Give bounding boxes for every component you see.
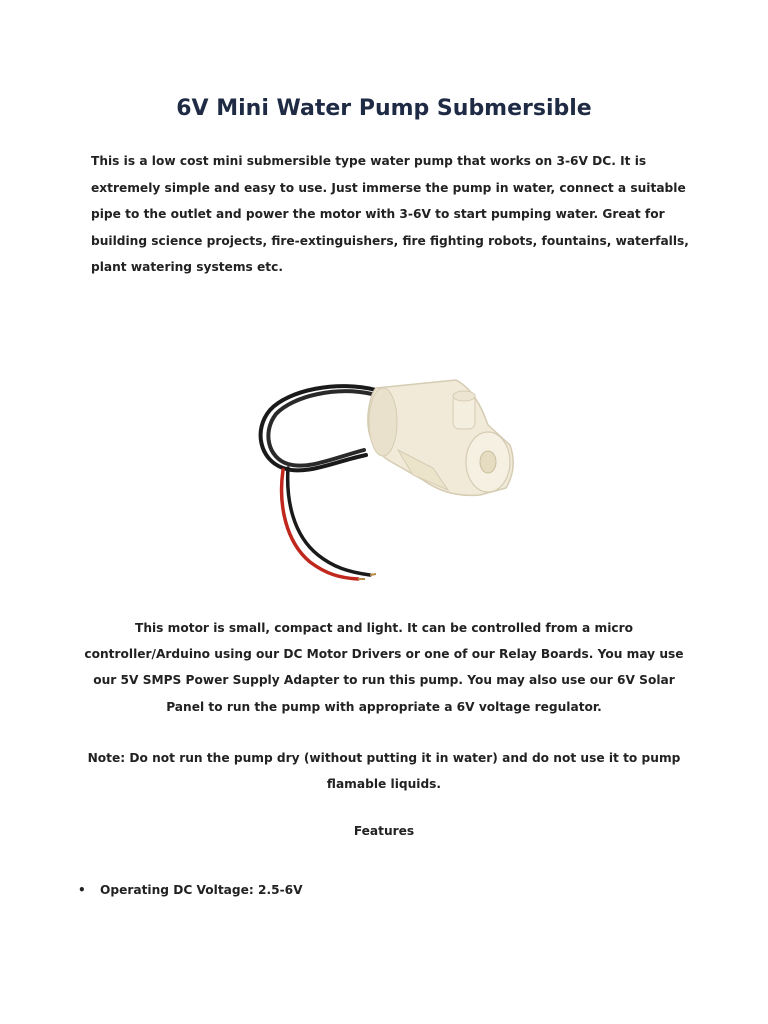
intro-paragraph: This is a low cost mini submersible type water pump that works on 3-6V DC. It is extremely simple and easy to use. Just immerse the pump in water, connect a suitable pipe to the outlet and power the motor with 3-6V to start pumping water. Great for building science projects, fire-extinguishers, fire fighting robots, fountains, waterfalls, plant watering systems etc. — [91, 154, 689, 274]
motor-paragraph: This motor is small, compact and light. It can be controlled from a micro controller/Arduino using our DC Motor Drivers or one of our Relay Boards. You may use our 5V SMPS Power Supply Adapter to run this pump. You may also use our 6V Solar Panel to run the pump with appropriate a 6V voltage regulator. — [84, 621, 684, 714]
document-title: 6V Mini Water Pump Submersible — [176, 96, 592, 121]
pump-photo — [248, 350, 520, 595]
wire-red-lead — [282, 470, 358, 579]
features-list-item — [78, 878, 303, 902]
wire-loop-black-2 — [268, 391, 372, 465]
pump-body — [368, 380, 513, 495]
wire-black-lead — [288, 468, 370, 575]
wire-tip-black — [370, 574, 376, 575]
feature-text: Operating DC Voltage: 2.5-6V — [100, 883, 303, 897]
features-list — [78, 878, 303, 902]
bullet-icon: • — [78, 883, 86, 897]
features-heading: Features — [353, 824, 415, 838]
pump-illustration — [248, 350, 520, 595]
note-paragraph: Note: Do not run the pump dry (without putting it in water) and do not use it to pump flamable liquids. — [87, 751, 681, 792]
